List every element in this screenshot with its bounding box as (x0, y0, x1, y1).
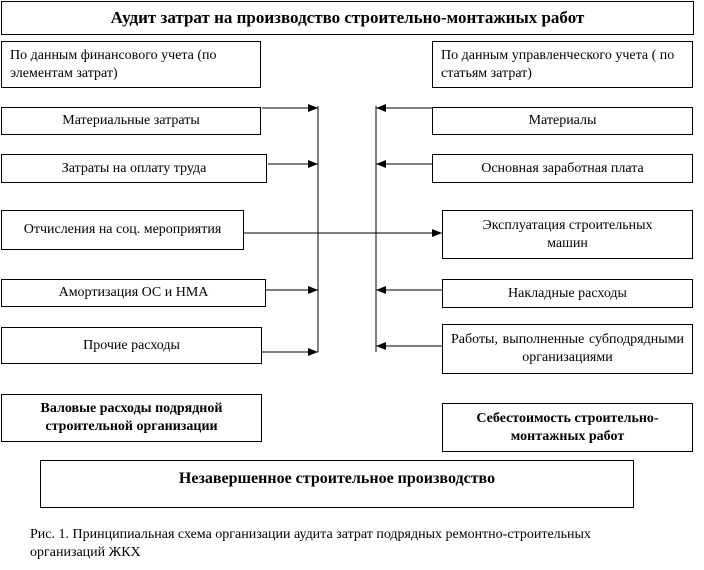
left-item-1 (1, 107, 261, 135)
right-header-text: По данным управленческого учета ( по статьям затрат) (441, 47, 675, 81)
right-item-5 (442, 324, 693, 374)
right-item-2-text: Основная заработная плата (481, 160, 644, 176)
left-item-4 (1, 279, 266, 307)
right-item-2 (432, 154, 693, 183)
right-item-3-text: Эксплуатация строительных машин (482, 217, 653, 251)
left-item-3-text: Отчисления на соц. мероприятия (23, 222, 222, 237)
figure-caption: Рис. 1. Принципиальная схема организации аудита затрат подрядных ремонтно-строительных организаций ЖКХ (30, 527, 591, 560)
left-item-2-text: Затраты на оплату труда (61, 160, 207, 176)
left-item-4-text: Амортизация ОС и НМА (58, 285, 209, 300)
right-item-1 (432, 107, 693, 135)
left-header-text: По данным финансового учета (по элементам затрат) (10, 47, 217, 81)
left-item-5-text: Прочие расходы (83, 337, 180, 353)
bottom-box (40, 460, 634, 508)
left-item-1-text: Материальные затраты (62, 113, 200, 128)
right-result-text: Себестоимость строительно-монтажных работ (476, 410, 659, 444)
left-item-5 (1, 327, 262, 364)
left-item-3 (1, 210, 244, 250)
left-result-text: Валовые расходы подрядной строительной организации (40, 401, 223, 434)
left-item-2 (1, 154, 267, 183)
right-item-4 (442, 279, 693, 308)
left-result-box (1, 394, 262, 442)
right-item-4-text: Накладные расходы (508, 285, 627, 301)
right-item-1-text: Материалы (528, 113, 597, 128)
bottom-box-text: Незавершенное строительное производство (178, 470, 496, 487)
right-header-box (432, 41, 693, 88)
left-header-box (1, 41, 261, 88)
diagram-title-text: Аудит затрат на производство строительно-монтажных работ (110, 8, 585, 27)
right-result-box (442, 403, 693, 452)
right-item-5-text: Работы, выполненные субподрядными организациями (451, 332, 684, 365)
diagram-title (1, 1, 694, 35)
right-item-3 (442, 210, 693, 259)
